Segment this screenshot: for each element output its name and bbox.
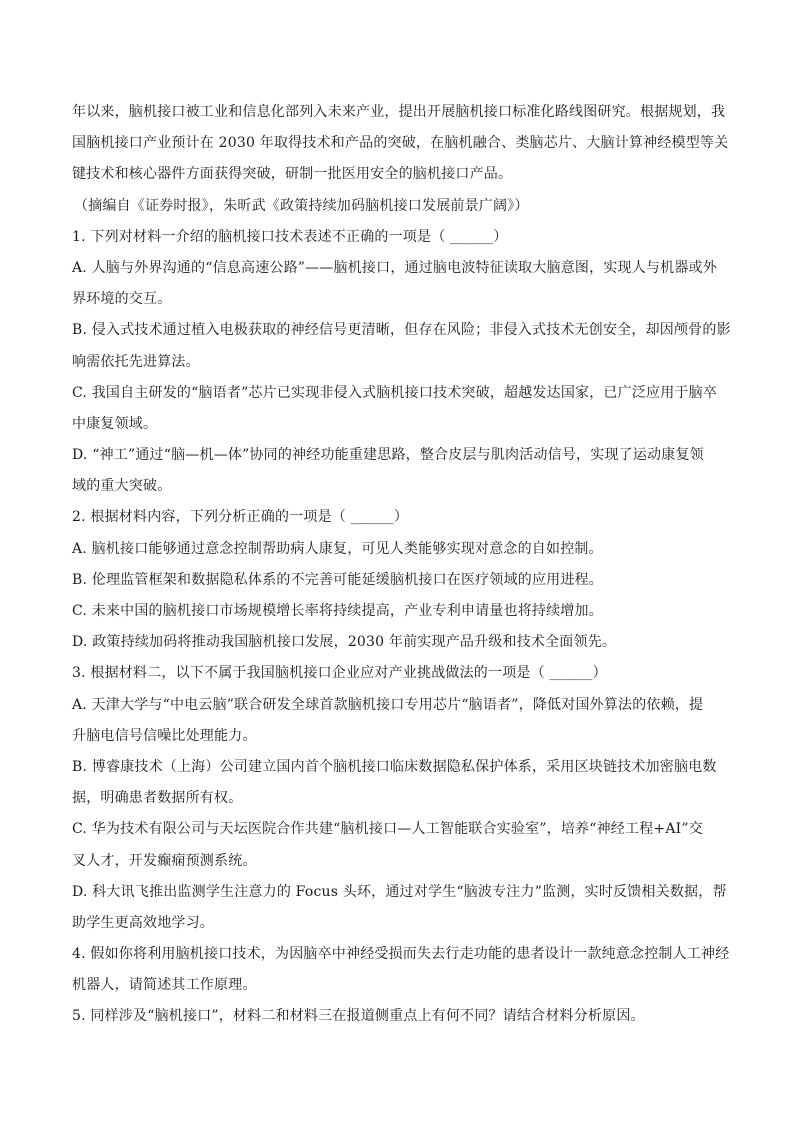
source-citation: （摘编自《证券时报》，朱昕武《政策持续加码脑机接口发展前景广阔》） [74,197,529,214]
option-d: D. “神工”通过“脑—机—体”协同的神经功能重建思路，整合皮层与肌肉活动信号，实现了运动康复领 [72,447,704,464]
option-c-cont: 叉人才，开发癫痫预测系统。 [72,852,257,869]
question-stem: 5. 同样涉及“脑机接口”，材料二和材料三在报道侧重点上有何不同？请结合材料分析原因。 [72,1008,645,1025]
option-b: B. 侵入式技术通过植入电极获取的神经信号更清晰，但存在风险；非侵入式技术无创安全，却因颅骨的影 [72,322,731,339]
question-4 [72,939,730,1001]
option-a: A. 脑机接口能够通过意念控制帮助病人康复，可见人类能够实现对意念的自如控制。 [72,540,603,557]
option-a-cont: 升脑电信号信噪比处理能力。 [72,727,257,744]
question-stem-cont: 机器人，请简述其工作原理。 [72,977,257,994]
option-c-cont: 中康复领域。 [72,415,158,432]
option-d: D. 科大讯飞推出监测学生注意力的 Focus 头环，通过对学生“脑波专注力”监测，实时反馈相关数据，帮 [72,883,727,900]
passage-line: 键技术和核心器件方面获得突破，研制一批医用安全的脑机接口产品。 [72,166,513,183]
question-1 [72,222,731,503]
question-5 [72,1001,720,1032]
option-c: C. 我国自主研发的“脑语者”芯片已实现非侵入式脑机接口技术突破，超越发达国家，已广泛应用于脑卒 [72,384,718,401]
document-page [72,97,731,1033]
question-stem: 3. 根据材料二，以下不属于我国脑机接口企业应对产业挑战做法的一项是（ ______） [72,665,607,682]
option-b: B. 博睿康技术（上海）公司建立国内首个脑机接口临床数据隐私保护体系，采用区块链技术加密脑电数 [72,758,717,775]
question-2 [72,502,720,658]
option-d-cont: 域的重大突破。 [72,478,172,495]
passage [72,97,729,222]
option-d-cont: 助学生更高效地学习。 [72,914,214,931]
question-stem: 4. 假如你将利用脑机接口技术，为因脑卒中神经受损而失去行走功能的患者设计一款纯意念控制人工神经 [72,946,730,963]
question-3 [72,658,727,939]
question-stem: 1. 下列对材料一介绍的脑机接口技术表述不正确的一项是（ ______） [72,228,508,245]
option-d: D. 政策持续加码将推动我国脑机接口发展，2030 年前实现产品升级和技术全面领先。 [72,634,617,651]
option-a: A. 天津大学与“中电云脑”联合研发全球首款脑机接口专用芯片“脑语者”，降低对国外算法的依赖，提 [72,696,704,713]
option-c: C. 华为技术有限公司与天坛医院合作共建“脑机接口—人工智能联合实验室”，培养“神经工程+AI”交 [72,821,703,838]
question-stem: 2. 根据材料内容，下列分析正确的一项是（ ______） [72,509,409,526]
option-b-cont: 据，明确患者数据所有权。 [72,790,243,807]
option-c: C. 未来中国的脑机接口市场规模增长率将持续提高，产业专利申请量也将持续增加。 [72,603,603,619]
passage-line: 国脑机接口产业预计在 2030 年取得技术和产品的突破，在脑机融合、类脑芯片、大脑计算神经模型等关 [72,135,729,152]
option-b: B. 伦理监管框架和数据隐私体系的不完善可能延缓脑机接口在医疗领域的应用进程。 [72,571,603,588]
option-a-cont: 界环境的交互。 [72,291,172,308]
option-b-cont: 响需依托先进算法。 [72,353,200,370]
option-a: A. 人脑与外界沟通的“信息高速公路”——脑机接口，通过脑电波特征读取大脑意图，实现人与机器或外 [72,259,717,276]
passage-line: 年以来，脑机接口被工业和信息化部列入未来产业，提出开展脑机接口标准化路线图研究。根据规划，我 [72,104,726,120]
